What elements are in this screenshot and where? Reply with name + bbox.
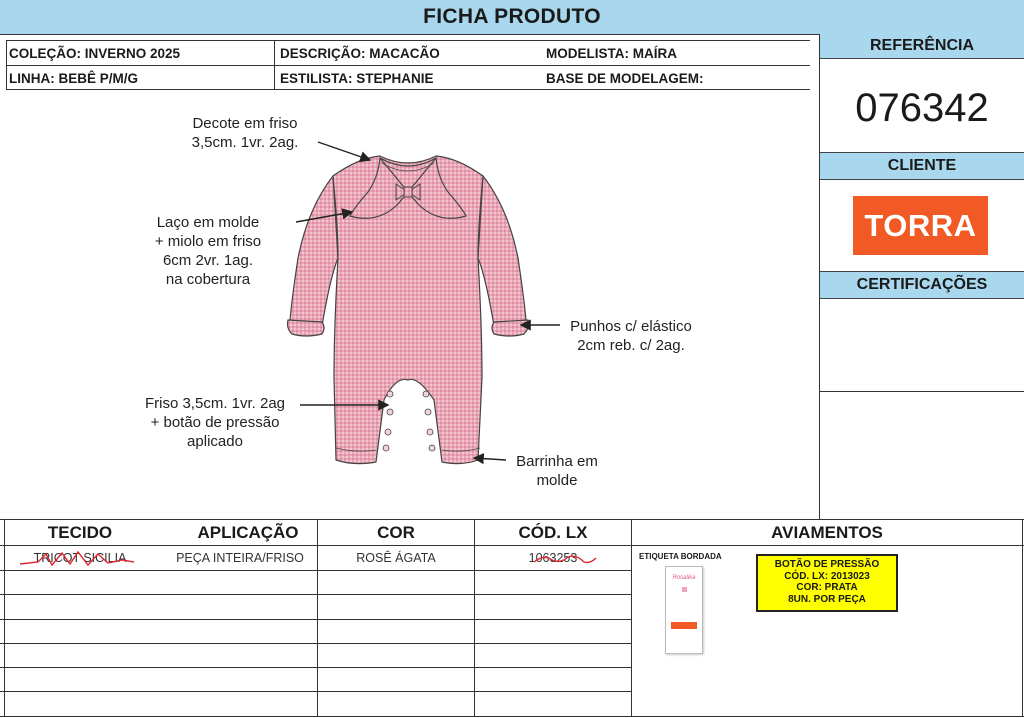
row-line-6 — [0, 691, 632, 692]
row-line-2 — [0, 594, 632, 595]
modelista-field: MODELISTA: MAÍRA — [546, 46, 677, 61]
etiqueta-image — [665, 566, 703, 654]
table-right-line — [1022, 519, 1023, 717]
colecao-field: COLEÇÃO: INVERNO 2025 — [9, 46, 181, 61]
annotation-decote — [175, 114, 315, 152]
red-strike-tecido — [18, 548, 138, 570]
annotation-barrinha — [502, 452, 612, 490]
annotation-friso-line3: aplicado — [187, 433, 243, 450]
annotation-friso — [130, 394, 300, 451]
header-bottom-line — [6, 89, 810, 90]
cell-cod-lx: 1063253 — [528, 551, 578, 565]
annotation-decote-line2: 3,5cm. 1vr. 2ag. — [191, 134, 299, 151]
col-header-cod-lx: CÓD. LX — [518, 523, 588, 542]
row-line-3 — [0, 619, 632, 620]
table-bottom-line — [0, 716, 1024, 717]
title-bar — [0, 0, 1024, 35]
botao-line4: 8UN. POR PEÇA — [788, 593, 866, 605]
etiqueta-label: ETIQUETA BORDADA — [639, 552, 722, 561]
etiqueta-brand: Rosalika — [672, 575, 696, 581]
certificacoes-header — [820, 271, 1024, 299]
torra-logo-text: TORRA — [864, 207, 977, 243]
botao-line1: BOTÃO DE PRESSÃO — [774, 559, 880, 570]
botao-pressao-box — [756, 554, 898, 612]
header-mid-line — [6, 65, 810, 66]
certificacoes-bottom-line — [820, 391, 1024, 392]
annotation-laco-line3: 6cm 2vr. 1ag. — [162, 252, 254, 269]
annotation-punhos-line1: Punhos c/ elástico — [570, 318, 692, 335]
annotation-laco-line1: Laço em molde — [156, 214, 260, 231]
cliente-header — [820, 152, 1024, 180]
annotation-punhos — [556, 317, 706, 355]
header-left-line — [6, 40, 7, 90]
annotation-friso-line2: + botão de pressão — [150, 414, 280, 431]
torra-logo — [853, 196, 988, 255]
annotation-laco-line2: + miolo em friso — [154, 233, 262, 250]
referencia-header — [820, 34, 1024, 59]
linha-field: LINHA: BEBÊ P/M/G — [9, 71, 139, 86]
cell-aplicacao: PEÇA INTEIRA/FRISO — [176, 551, 304, 565]
row-line-5 — [0, 667, 632, 668]
estilista-field: ESTILISTA: STEPHANIE — [280, 71, 434, 86]
base-modelagem-field: BASE DE MODELAGEM: — [546, 71, 704, 86]
col-header-tecido: TECIDO — [47, 523, 113, 542]
table-top-line — [0, 519, 1024, 520]
annotation-barrinha-line1: Barrinha em — [516, 453, 598, 470]
annotation-laco — [138, 213, 278, 289]
red-strike-cod — [530, 548, 600, 570]
annotation-barrinha-line2: molde — [536, 472, 578, 489]
botao-line3: COR: PRATA — [796, 582, 858, 593]
descricao-field: DESCRIÇÃO: MACACÃO — [280, 46, 440, 61]
col-divider-3 — [631, 519, 632, 717]
col-header-aplicacao: APLICAÇÃO — [197, 523, 299, 542]
cliente-label: CLIENTE — [887, 157, 957, 174]
table-header-line — [0, 545, 1024, 546]
etiqueta-mark — [682, 587, 687, 592]
page-title: FICHA PRODUTO — [423, 5, 601, 28]
referencia-value: 076342 — [855, 86, 989, 130]
row-line-4 — [0, 643, 632, 644]
cell-tecido: TRICOT SICILIA — [33, 551, 127, 565]
annotation-laco-line4: na cobertura — [165, 271, 251, 288]
garment-sketch — [278, 148, 538, 470]
aviamentos-header: AVIAMENTOS — [771, 523, 883, 542]
etiqueta-tag — [671, 622, 697, 629]
annotation-punhos-line2: 2cm reb. c/ 2ag. — [577, 337, 685, 354]
certificacoes-label: CERTIFICAÇÕES — [856, 276, 988, 293]
header-divider — [274, 40, 275, 90]
header-top-line — [6, 40, 810, 41]
annotation-decote-line1: Decote em friso — [192, 115, 298, 132]
col-divider-2 — [474, 519, 475, 717]
cell-cor: ROSÊ ÁGATA — [356, 551, 436, 565]
annotation-friso-line1: Friso 3,5cm. 1vr. 2ag — [144, 395, 286, 412]
col-header-cor: COR — [377, 523, 415, 542]
row-line-1 — [0, 570, 632, 571]
col-divider-1 — [317, 519, 318, 717]
referencia-label: REFERÊNCIA — [869, 37, 974, 54]
botao-line2: CÓD. LX: 2013023 — [784, 570, 870, 582]
table-left-line — [4, 519, 5, 717]
